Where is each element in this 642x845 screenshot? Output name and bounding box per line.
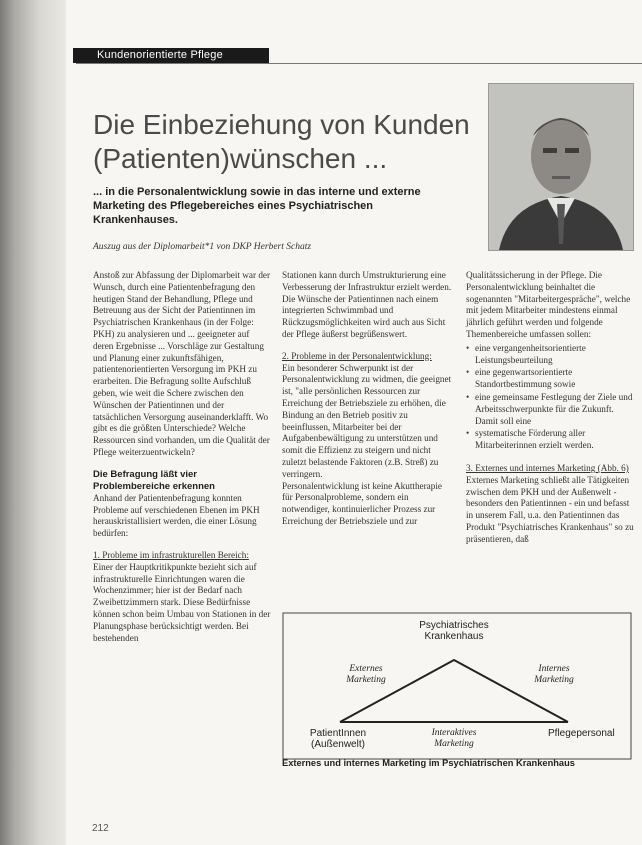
section-heading: Die Befragung läßt vier Problembereiche erkennen	[93, 468, 215, 492]
list-item: • systematische Förderung aller Mitarbeiterinnen erzielt werden.	[466, 428, 636, 452]
author-photo	[488, 83, 634, 251]
node-nursing-staff: Pflegepersonal	[548, 728, 615, 739]
node-hospital: Psychiatrisches Krankenhaus	[419, 620, 489, 642]
paragraph: Personalentwicklung ist keine Akuttherapie für Personalprobleme, sondern ein notwendiger, kontinuierlicher Prozess zur Erreichung der Betriebsziele und zur	[282, 480, 442, 526]
page-number: 212	[92, 823, 109, 834]
column-3	[466, 270, 636, 546]
marketing-diagram	[282, 612, 632, 762]
paragraph: Ein besonderer Schwerpunkt ist der Personalentwicklung zu widmen, die geeignet ist, "alle persönlichen Ressourcen zur Erreichung der Betriebsziele zu erhöhen, die Bindung an den Betrieb positiv zu beeinflussen, Mitarbeiter bei der Aufgabenbewältigung zu unterstützen und somit die Effizienz zu steigern und nicht zuletzt belastende Faktoren (z.B. Streß) zu verringern.	[282, 362, 452, 479]
article-title: Die Einbeziehung von Kunden (Patienten)wünschen ...	[93, 109, 470, 174]
bullet-list	[466, 343, 636, 452]
list-item: • eine gemeinsame Festlegung der Ziele und Arbeitsschwerpunkte für die Zukunft. Damit soll eine	[466, 392, 636, 427]
edge-external-marketing: Externes Marketing	[346, 664, 386, 685]
column-2	[282, 270, 452, 528]
section-label: Kundenorientierte Pflege	[97, 49, 223, 61]
section-rule	[76, 63, 642, 64]
paragraph: Einer der Hauptkritikpunkte bezieht sich auf infrastrukturelle Einrichtungen waren die Wochenzimmer; hier ist der Bedarf nach Zweibettzimmern stark. Diese Bedürfnisse können schon beim Umbau von Stationen in der Planungsphase berücksichtigt werden. Bei bestehenden	[93, 561, 271, 643]
subheading: 2. Probleme in der Personalentwicklung:	[282, 350, 432, 361]
node-patients: PatientInnen (Außenwelt)	[309, 728, 367, 750]
list-item: • eine vergangenheitsorientierte Leistungsbeurteilung	[466, 343, 636, 367]
book-spine-shadow	[0, 0, 70, 845]
paragraph: Stationen kann durch Umstrukturierung eine Verbesserung der Infrastruktur erzielt werden. Die Wünsche der Patientinnen nach einem integrierten Schwimmbad und Rückzugsmöglichkeiten wird auch aus Sicht der Pflege äußerst begrüßenswert.	[282, 270, 452, 339]
subheading: 3. Externes und internes Marketing (Abb. 6)	[466, 462, 629, 473]
paragraph: Anhand der Patientenbefragung konnten Probleme auf verschiedenen Ebenen im PKH herauskristallisiert werden, die einer Lösung bedürfen:	[93, 492, 260, 539]
article-subtitle: ... in die Personalentwicklung sowie in das interne und externe Marketing des Pflegebereiches eines Psychiatrischen Krankenhauses.	[93, 186, 421, 226]
edge-internal-marketing: Internes Marketing	[534, 664, 574, 685]
byline: Auszug aus der Diplomarbeit*1 von DKP Herbert Schatz	[93, 242, 312, 252]
column-1	[93, 270, 271, 644]
portrait-image	[489, 84, 633, 250]
intro-paragraph: Anstoß zur Abfassung der Diplomarbeit war der Wunsch, durch eine Patientenbefragung den heutigen Stand der Behandlung, Pflege und Betreuung aus der Sicht der Patientinnen im Psychiatrischen Krankenhaus (in der Folge: PKH) zu analysieren und ... geeigneter auf deren Ergebnisse ... Vorschläge zur Gestaltung und Planung einer zukunftsfähigen, patientenorientierten Versorgung im PKH zu erarbeiten. Die Befragung sollte Aufschluß geben, wie weit die Schere zwischen den Wünschen der Patientinnen und der tatsächlichen Versorgung auseinanderklafft. Wo gibt es die größten Unterschiede? Welche Ressourcen sind vorhanden, um die Qualität der Pflege weiterzuentwickeln?	[93, 270, 271, 457]
edge-interactive-marketing: Interaktives Marketing	[431, 728, 477, 749]
paragraph: Externes Marketing schließt alle Tätigkeiten zwischen dem PKH und der Außenwelt - besonders den Patientinnen - ein und befasst in unserem Fall, u.a. den Patientinnen das Produkt "Psychiatrisches Krankenhaus" so zu präsentieren, daß	[466, 474, 634, 544]
figure-caption: Externes und internes Marketing im Psychiatrischen Krankenhaus	[282, 758, 575, 768]
subheading: 1. Probleme im infrastrukturellen Bereich:	[93, 549, 249, 560]
paragraph: Qualitätssicherung in der Pflege. Die Personalentwicklung beinhaltet die sogenannten "Mitarbeitergespräche", welche mit jedem Mitarbeiter mindestens einmal jährlich geführt werden und folgende Themenbereiche umfassen sollen:	[466, 270, 631, 339]
list-item: • eine gegenwartsorientierte Standortbestimmung sowie	[466, 367, 636, 391]
